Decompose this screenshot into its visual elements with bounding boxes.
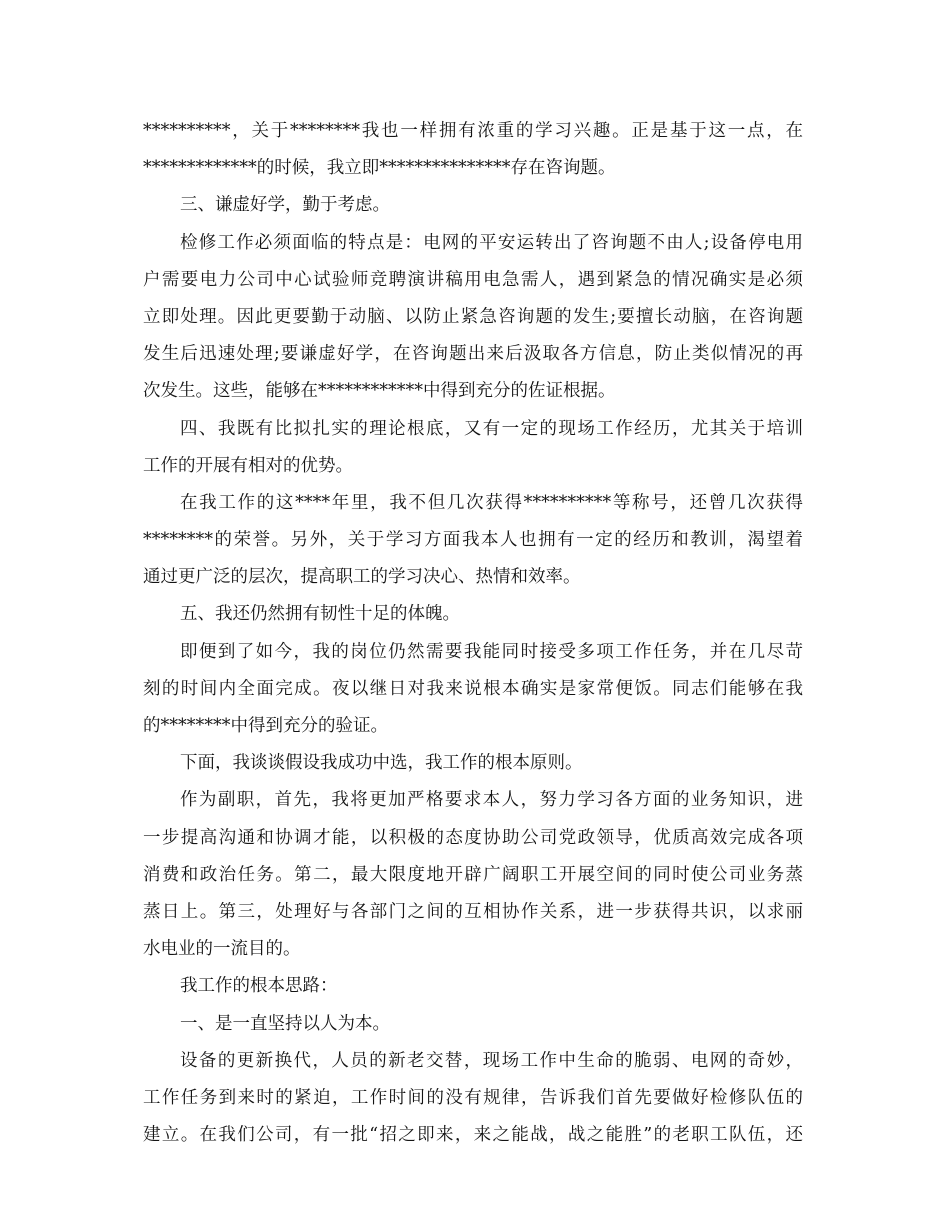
text-line: 建立。在我们公司，有一批“招之即来，来之能战，战之能胜”的老职工队伍，还 — [143, 1125, 803, 1146]
text-line: 作为副职，首先，我将更加严格要求本人，努力学习各方面的业务知识，进 — [180, 790, 803, 811]
text-line: **********，关于********我也一样拥有浓重的学习兴趣。正是基于这一点，在 — [143, 121, 803, 141]
text-line: 立即处理。因此更要勤于动脑、以防止紧急咨询题的发生;要擅长动脑，在咨询题 — [143, 306, 803, 327]
text-line: 下面，我谈谈假设我成功中选，我工作的根本原则。 — [180, 753, 583, 774]
text-line: 一、是一直坚持以人为本。 — [180, 1013, 390, 1034]
text-line: 即便到了如今，我的岗位仍然需要我能同时接受多项工作任务，并在几尽苛 — [180, 641, 803, 662]
text-line: 工作的开展有相对的优势。 — [143, 455, 353, 476]
text-line: 次发生。这些，能够在************中得到充分的佐证根据。 — [143, 381, 616, 402]
text-line: 我工作的根本思路： — [180, 976, 338, 997]
text-line: 水电业的一流目的。 — [143, 939, 301, 960]
document-body — [143, 113, 803, 1154]
text-line: 五、我还仍然拥有韧性十足的体魄。 — [180, 604, 460, 625]
text-line: 设备的更新换代，人员的新老交替，现场工作中生命的脆弱、电网的奇妙， — [180, 1050, 803, 1071]
text-line: 通过更广泛的层次，提高职工的学习决心、热情和效率。 — [143, 567, 581, 588]
text-line: 一步提高沟通和协调才能，以积极的态度协助公司党政领导，优质高效完成各项 — [143, 827, 803, 848]
text-line: 刻的时间内全面完成。夜以继日对我来说根本确实是家常便饭。同志们能够在我 — [143, 678, 803, 699]
text-line: 消费和政治任务。第二，最大限度地开辟广阔职工开展空间的同时使公司业务蒸 — [143, 864, 803, 885]
text-line: 的********中得到充分的验证。 — [143, 716, 388, 736]
text-line: 四、我既有比拟扎实的理论根底，又有一定的现场工作经历，尤其关于培训 — [180, 418, 803, 439]
text-line: 户需要电力公司中心试验师竞聘演讲稿用电急需人，遇到紧急的情况确实是必须 — [143, 269, 803, 290]
text-line: 检修工作必须面临的特点是：电网的平安运转出了咨询题不由人;设备停电用 — [180, 232, 803, 253]
text-line: 蒸日上。第三，处理好与各部门之间的互相协作关系，进一步获得共识，以求丽 — [143, 901, 803, 922]
text-line: ********的荣誉。另外，关于学习方面我本人也拥有一定的经历和教训，渴望着 — [143, 530, 803, 551]
text-line: 工作任务到来时的紧迫，工作时间的没有规律，告诉我们首先要做好检修队伍的 — [143, 1087, 803, 1108]
text-line: 在我工作的这****年里，我不但几次获得**********等称号，还曾几次获得 — [180, 492, 803, 513]
text-line: 发生后迅速处理;要谦虚好学，在咨询题出来后汲取各方信息，防止类似情况的再 — [143, 344, 803, 365]
text-line: 三、谦虚好学，勤于考虑。 — [180, 195, 390, 216]
text-line: *************的时候，我立即***************存在咨询题。 — [143, 158, 616, 179]
